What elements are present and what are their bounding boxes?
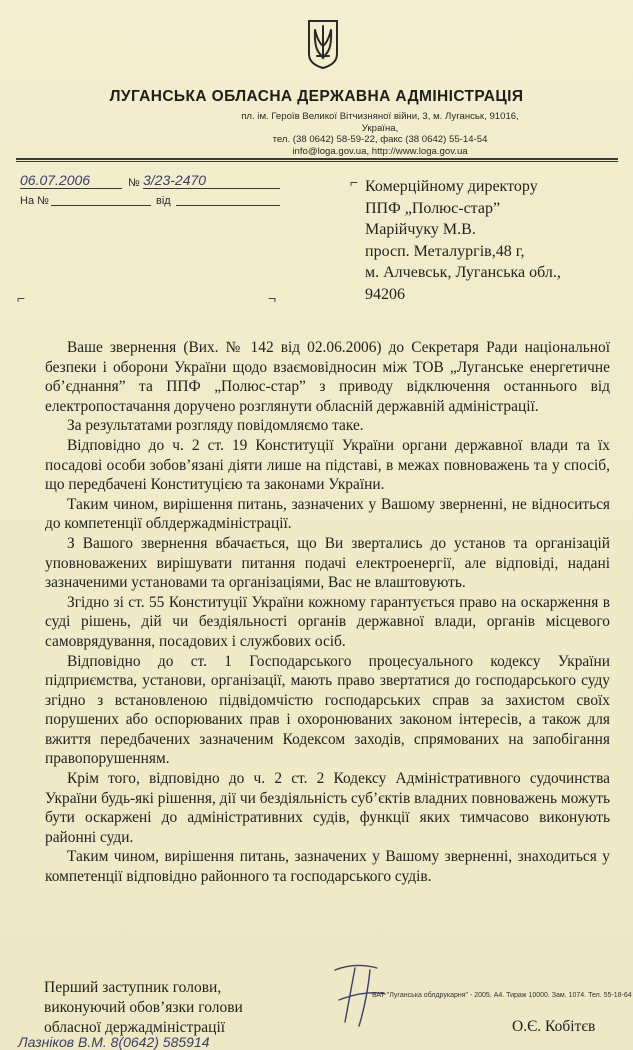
signer-title-line: Перший заступник голови, xyxy=(44,979,222,996)
paragraph: З Вашого звернення вбачається, що Ви звертались до установ та організацій уповноважених вирішувати питання подачі електроенергії, але відповіді, надані зазначеними установами та організаціями, Вас не влаштовують. xyxy=(45,534,610,592)
corner-mark: ⌐ xyxy=(17,290,26,306)
corner-mark: ⌐ xyxy=(350,174,359,190)
paragraph: Ваше звернення (Вих. № 142 від 02.06.2006) до Секретаря Ради національної безпеки і оборони України щодо взаємовідносин між ТОВ „Луганське енергетичне об’єднання” та ППФ „Полюс-стар” з приводу відключення останнього від електропостачання доручено розглянути обласній державній адміністрації. xyxy=(45,339,610,415)
recipient-name: Марійчуку М.В. xyxy=(365,221,476,239)
corner-mark: ¬ xyxy=(268,290,277,306)
letter-body xyxy=(45,338,610,887)
executor-note: Лазніков В.М. 8(0642) 585914 xyxy=(18,1034,210,1050)
recipient-street: просп. Металургів,48 г, xyxy=(365,242,525,260)
paragraph: Відповідно до ст. 1 Господарського процесуального кодексу України підприємства, установи, організації, мають право звертатися до господарського суду згідно з встановленою підвідомчістю господарських справ за захистом своїх порушених або оспорюваних прав і охоронюваних законом інтересів, а також для вжиття передбачених зазначеним Кодексом заходів, спрямованих на запобігання правопорушенням. xyxy=(45,652,610,768)
organization-name: ЛУГАНСЬКА ОБЛАСНА ДЕРЖАВНА АДМІНІСТРАЦІЯ xyxy=(109,88,524,105)
outgoing-number: 3/23-2470 xyxy=(143,172,207,188)
web-line: info@loga.gov.ua, http://www.loga.gov.ua xyxy=(292,145,468,157)
signer-title xyxy=(44,978,304,1038)
outgoing-date: 06.07.2006 xyxy=(20,172,91,188)
recipient-company: ППФ „Полюс-стар” xyxy=(365,199,501,217)
paragraph: Таким чином, вирішення питань, зазначених у Вашому зверненні, не відноситься до компетенції облдержадміністрації. xyxy=(45,495,610,533)
trident-icon xyxy=(306,18,340,70)
print-note: ВАТ "Луганська облдрукарня" - 2005. А4. Тираж 10000. Зам. 1074. Тел. 55-18-64 xyxy=(372,992,632,999)
reply-date-label: від xyxy=(156,195,171,207)
number-sign: № xyxy=(128,177,140,189)
signer-title-line: виконуючий обов’язки голови xyxy=(44,999,243,1016)
reply-date-line xyxy=(176,189,280,206)
paragraph: Відповідно до ч. 2 ст. 19 Конституції України органи державної влади та їх посадові особи зобов’язані діяти лише на підставі, в межах повноважень та у спосіб, що передбачені Конституцією та законами України. xyxy=(45,436,610,494)
header-rule-thin xyxy=(16,161,618,162)
organization-address xyxy=(230,111,530,157)
signer-name: О.Є. Кобітєв xyxy=(512,1018,596,1035)
header-rule xyxy=(16,158,618,160)
address-line: пл. ім. Героїв Великої Вітчизняної війни, 3, м. Луганськ, 91016, Україна, xyxy=(241,111,519,134)
contact-line: тел. (38 0642) 58-59-22, факс (38 0642) 55-14-54 xyxy=(272,134,488,145)
date-field xyxy=(20,172,122,189)
signer-title-line: обласної держадміністрації xyxy=(44,1019,226,1036)
paragraph: Крім того, відповідно до ч. 2 ст. 2 Кодексу Адміністративного судочинства України будь-які рішення, дії чи бездіяльність суб’єктів владних повноважень можуть бути оскаржені до адміністративних судів, функції яких тимчасово виконують районні суди. xyxy=(45,770,611,846)
reply-to-label: На № xyxy=(20,195,49,207)
recipient-city: м. Алчевськ, Луганська обл., xyxy=(365,264,561,282)
reply-number-line xyxy=(51,189,151,206)
recipient-postcode: 94206 xyxy=(365,285,405,303)
paragraph: За результатами розгляду повідомляємо таке. xyxy=(67,417,364,435)
paragraph: Згідно зі ст. 55 Конституції України кожному гарантується право на оскарження в суді рішень, дій чи бездіяльності органів державної влади, органів місцевого самоврядування, посадових і службових осіб. xyxy=(45,593,610,650)
recipient-block xyxy=(365,176,625,306)
paragraph: Таким чином, вирішення питань, зазначених у Вашому зверненні, знаходиться у компетенції відповідно районного та господарського судів. xyxy=(45,848,610,886)
recipient-position: Комерційному директору xyxy=(365,178,538,195)
number-field xyxy=(143,172,280,189)
